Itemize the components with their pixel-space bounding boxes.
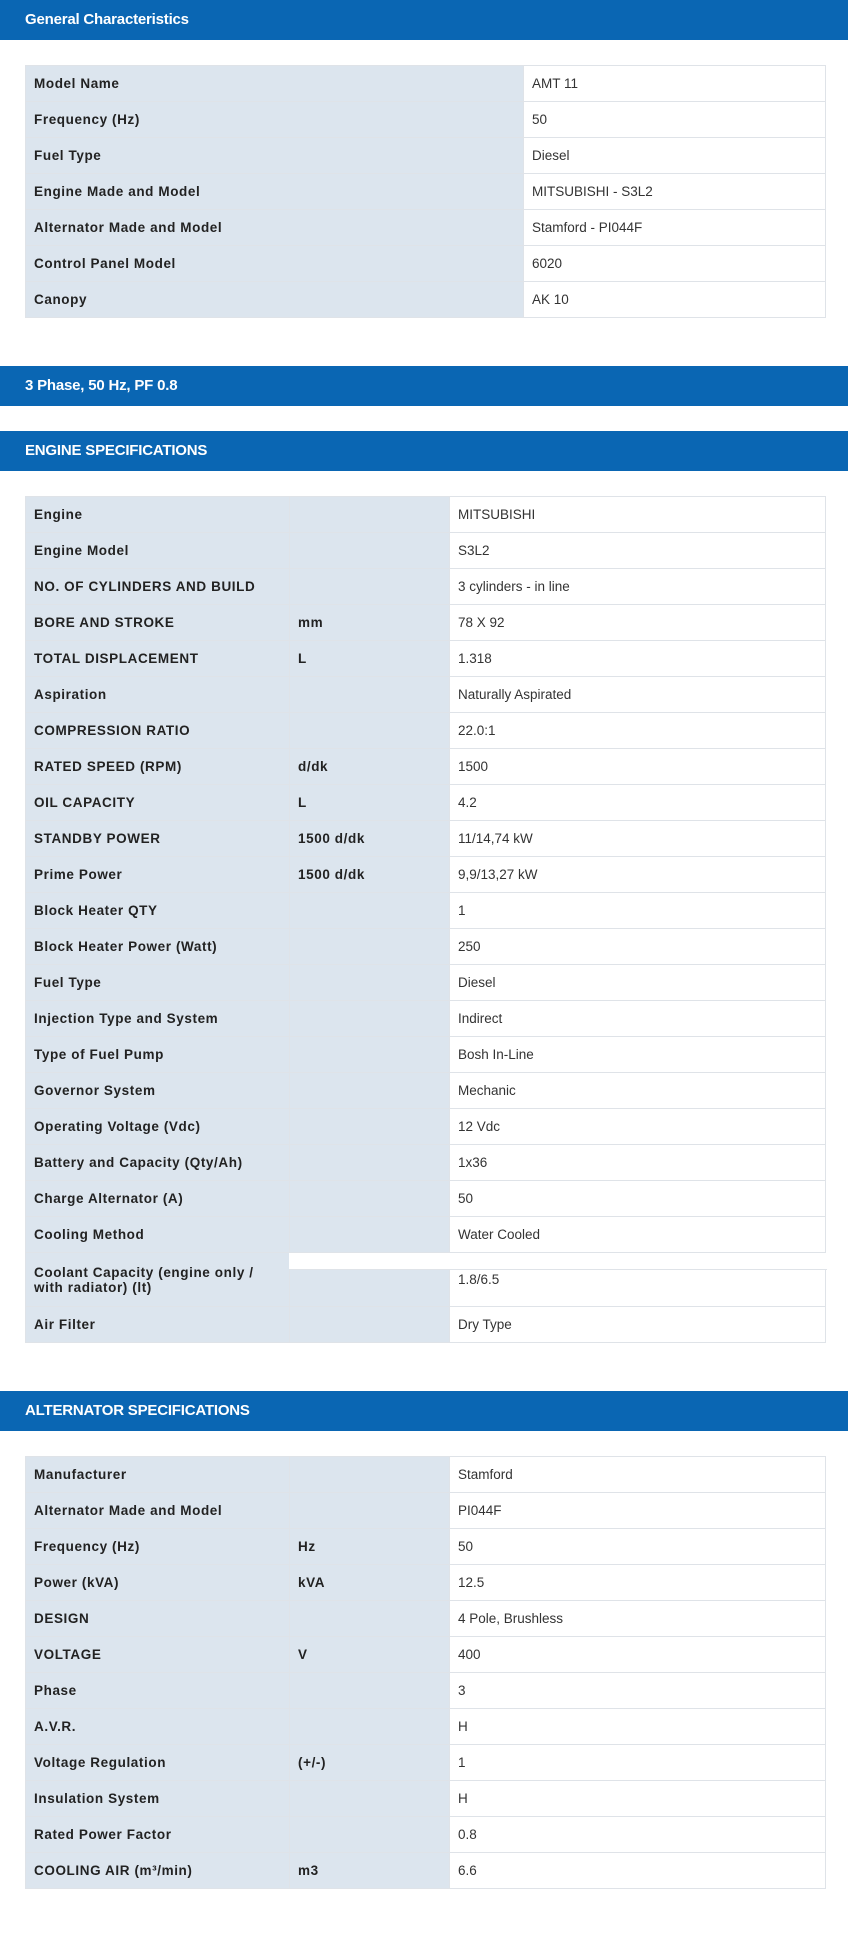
- row-value: MITSUBISHI - S3L2: [524, 174, 826, 210]
- row-value: Mechanic: [450, 1073, 826, 1109]
- row-value: 50: [524, 102, 826, 138]
- table-row: [26, 1673, 826, 1709]
- row-value: 1.318: [450, 641, 826, 677]
- row-label: Manufacturer: [26, 1457, 290, 1493]
- table-row: [26, 569, 826, 605]
- table-row: [26, 821, 826, 857]
- table-row: [26, 497, 826, 533]
- row-label: VOLTAGE: [26, 1637, 290, 1673]
- row-unit: [290, 1493, 450, 1529]
- row-label: TOTAL DISPLACEMENT: [26, 641, 290, 677]
- row-unit: kVA: [290, 1565, 450, 1601]
- row-value: PI044F: [450, 1493, 826, 1529]
- table-row: [26, 929, 826, 965]
- table-row: [26, 893, 826, 929]
- row-value: 1x36: [450, 1145, 826, 1181]
- row-value: 1: [450, 893, 826, 929]
- row-value: 1500: [450, 749, 826, 785]
- table-row: [26, 1637, 826, 1673]
- table-row: [26, 965, 826, 1001]
- general-characteristics-header: General Characteristics: [0, 0, 848, 40]
- table-row: [26, 641, 826, 677]
- row-unit: (+/-): [290, 1745, 450, 1781]
- row-label: Insulation System: [26, 1781, 290, 1817]
- table-row: [26, 1181, 826, 1217]
- row-unit: [290, 965, 450, 1001]
- row-label: Type of Fuel Pump: [26, 1037, 290, 1073]
- row-label: Engine Model: [26, 533, 290, 569]
- table-row: [26, 174, 826, 210]
- row-unit: [290, 1001, 450, 1037]
- row-value: 50: [450, 1529, 826, 1565]
- row-label: Fuel Type: [26, 138, 524, 174]
- row-unit: 1500 d/dk: [290, 821, 450, 857]
- alternator-specifications-table: [25, 1456, 826, 1889]
- row-gap: [289, 1253, 827, 1270]
- row-value: 4 Pole, Brushless: [450, 1601, 826, 1637]
- table-row: [26, 138, 826, 174]
- row-label: Engine Made and Model: [26, 174, 524, 210]
- row-value: AMT 11: [524, 66, 826, 102]
- row-value: Indirect: [450, 1001, 826, 1037]
- row-label: Alternator Made and Model: [26, 210, 524, 246]
- table-row: [26, 246, 826, 282]
- table-row: [26, 713, 826, 749]
- row-value: 50: [450, 1181, 826, 1217]
- table-row: [26, 1709, 826, 1745]
- table-row: [26, 1745, 826, 1781]
- row-unit: [290, 1457, 450, 1493]
- phase-header: 3 Phase, 50 Hz, PF 0.8: [0, 366, 848, 406]
- row-value: 6.6: [450, 1853, 826, 1889]
- row-unit: L: [290, 641, 450, 677]
- row-label: Prime Power: [26, 857, 290, 893]
- row-value: 3: [450, 1673, 826, 1709]
- row-value: 3 cylinders - in line: [450, 569, 826, 605]
- row-value: 11/14,74 kW: [450, 821, 826, 857]
- table-row: [26, 857, 826, 893]
- row-label: BORE AND STROKE: [26, 605, 290, 641]
- row-value: H: [450, 1781, 826, 1817]
- row-value: MITSUBISHI: [450, 497, 826, 533]
- row-value: 12 Vdc: [450, 1109, 826, 1145]
- engine-specifications-header: ENGINE SPECIFICATIONS: [0, 431, 848, 471]
- alternator-specifications-header: ALTERNATOR SPECIFICATIONS: [0, 1391, 848, 1431]
- row-unit: L: [290, 785, 450, 821]
- row-label: Cooling Method: [26, 1217, 290, 1253]
- row-value: 78 X 92: [450, 605, 826, 641]
- row-label: Battery and Capacity (Qty/Ah): [26, 1145, 290, 1181]
- row-value: 12.5: [450, 1565, 826, 1601]
- row-value: 400: [450, 1637, 826, 1673]
- row-unit: [290, 569, 450, 605]
- row-unit: [290, 1109, 450, 1145]
- table-row: [26, 1853, 826, 1889]
- table-row: [26, 605, 826, 641]
- row-unit: [290, 1673, 450, 1709]
- row-value: 250: [450, 929, 826, 965]
- row-label: COOLING AIR (m³/min): [26, 1853, 290, 1889]
- row-label: Frequency (Hz): [26, 102, 524, 138]
- table-row: [26, 1037, 826, 1073]
- table-row: [26, 1073, 826, 1109]
- table-row: [26, 1001, 826, 1037]
- table-row: [26, 1145, 826, 1181]
- table-row: [26, 785, 826, 821]
- row-label: STANDBY POWER: [26, 821, 290, 857]
- row-unit: [290, 1217, 450, 1253]
- table-row: [26, 533, 826, 569]
- row-label: A.V.R.: [26, 1709, 290, 1745]
- table-row: [26, 210, 826, 246]
- row-unit: [290, 713, 450, 749]
- row-label: Operating Voltage (Vdc): [26, 1109, 290, 1145]
- row-label: Control Panel Model: [26, 246, 524, 282]
- row-label: DESIGN: [26, 1601, 290, 1637]
- row-value: Stamford - PI044F: [524, 210, 826, 246]
- row-label: Block Heater Power (Watt): [26, 929, 290, 965]
- row-label: Frequency (Hz): [26, 1529, 290, 1565]
- row-label: Phase: [26, 1673, 290, 1709]
- table-row: [26, 1307, 826, 1343]
- row-label: Canopy: [26, 282, 524, 318]
- row-label: Power (kVA): [26, 1565, 290, 1601]
- row-unit: V: [290, 1637, 450, 1673]
- table-row: [26, 1457, 826, 1493]
- row-label: Aspiration: [26, 677, 290, 713]
- row-value: Bosh In-Line: [450, 1037, 826, 1073]
- row-unit: [290, 533, 450, 569]
- row-value: Diesel: [450, 965, 826, 1001]
- row-unit: [290, 1037, 450, 1073]
- row-unit: [290, 497, 450, 533]
- row-value: Dry Type: [450, 1307, 826, 1343]
- table-row: [26, 1565, 826, 1601]
- row-unit: [290, 1145, 450, 1181]
- row-value: 9,9/13,27 kW: [450, 857, 826, 893]
- table-row: [26, 677, 826, 713]
- row-label: RATED SPEED (RPM): [26, 749, 290, 785]
- row-label: Engine: [26, 497, 290, 533]
- row-unit: 1500 d/dk: [290, 857, 450, 893]
- row-unit: [290, 1307, 450, 1343]
- row-unit: d/dk: [290, 749, 450, 785]
- table-row: [26, 66, 826, 102]
- row-label: OIL CAPACITY: [26, 785, 290, 821]
- row-unit: [290, 893, 450, 929]
- row-value: S3L2: [450, 533, 826, 569]
- row-value: 6020: [524, 246, 826, 282]
- row-unit: Hz: [290, 1529, 450, 1565]
- row-label: Voltage Regulation: [26, 1745, 290, 1781]
- row-label: Air Filter: [26, 1307, 290, 1343]
- row-unit: m3: [290, 1853, 450, 1889]
- table-row: [26, 1601, 826, 1637]
- table-row: [26, 1217, 826, 1253]
- engine-specifications-table: [25, 496, 826, 1343]
- row-label: Fuel Type: [26, 965, 290, 1001]
- row-value: 0.8: [450, 1817, 826, 1853]
- row-label: COMPRESSION RATIO: [26, 713, 290, 749]
- table-row: [26, 1493, 826, 1529]
- row-label: Alternator Made and Model: [26, 1493, 290, 1529]
- table-row: [26, 749, 826, 785]
- row-label: NO. OF CYLINDERS AND BUILD: [26, 569, 290, 605]
- row-value: 4.2: [450, 785, 826, 821]
- row-label: Charge Alternator (A): [26, 1181, 290, 1217]
- row-label: Injection Type and System: [26, 1001, 290, 1037]
- row-unit: [290, 1817, 450, 1853]
- row-unit: mm: [290, 605, 450, 641]
- row-value: 1: [450, 1745, 826, 1781]
- row-value: Water Cooled: [450, 1217, 826, 1253]
- row-value: AK 10: [524, 282, 826, 318]
- row-value: H: [450, 1709, 826, 1745]
- general-characteristics-table: [25, 65, 826, 318]
- row-value: Stamford: [450, 1457, 826, 1493]
- table-row: [26, 1781, 826, 1817]
- row-value: 1.8/6.5: [450, 1253, 826, 1307]
- row-label: Coolant Capacity (engine only / with radiator) (lt): [26, 1253, 290, 1307]
- table-row: [26, 1529, 826, 1565]
- row-unit: [290, 1073, 450, 1109]
- table-row: [26, 282, 826, 318]
- row-label: Governor System: [26, 1073, 290, 1109]
- row-unit: [290, 1709, 450, 1745]
- row-value: 22.0:1: [450, 713, 826, 749]
- row-label: Block Heater QTY: [26, 893, 290, 929]
- row-unit: [290, 1601, 450, 1637]
- row-label: Model Name: [26, 66, 524, 102]
- row-value: Diesel: [524, 138, 826, 174]
- row-unit: [290, 1181, 450, 1217]
- row-unit: [290, 1781, 450, 1817]
- table-row: [26, 1817, 826, 1853]
- row-unit: [290, 929, 450, 965]
- table-row: [26, 102, 826, 138]
- row-unit: [290, 677, 450, 713]
- row-label: Rated Power Factor: [26, 1817, 290, 1853]
- row-value: Naturally Aspirated: [450, 677, 826, 713]
- table-row: [26, 1109, 826, 1145]
